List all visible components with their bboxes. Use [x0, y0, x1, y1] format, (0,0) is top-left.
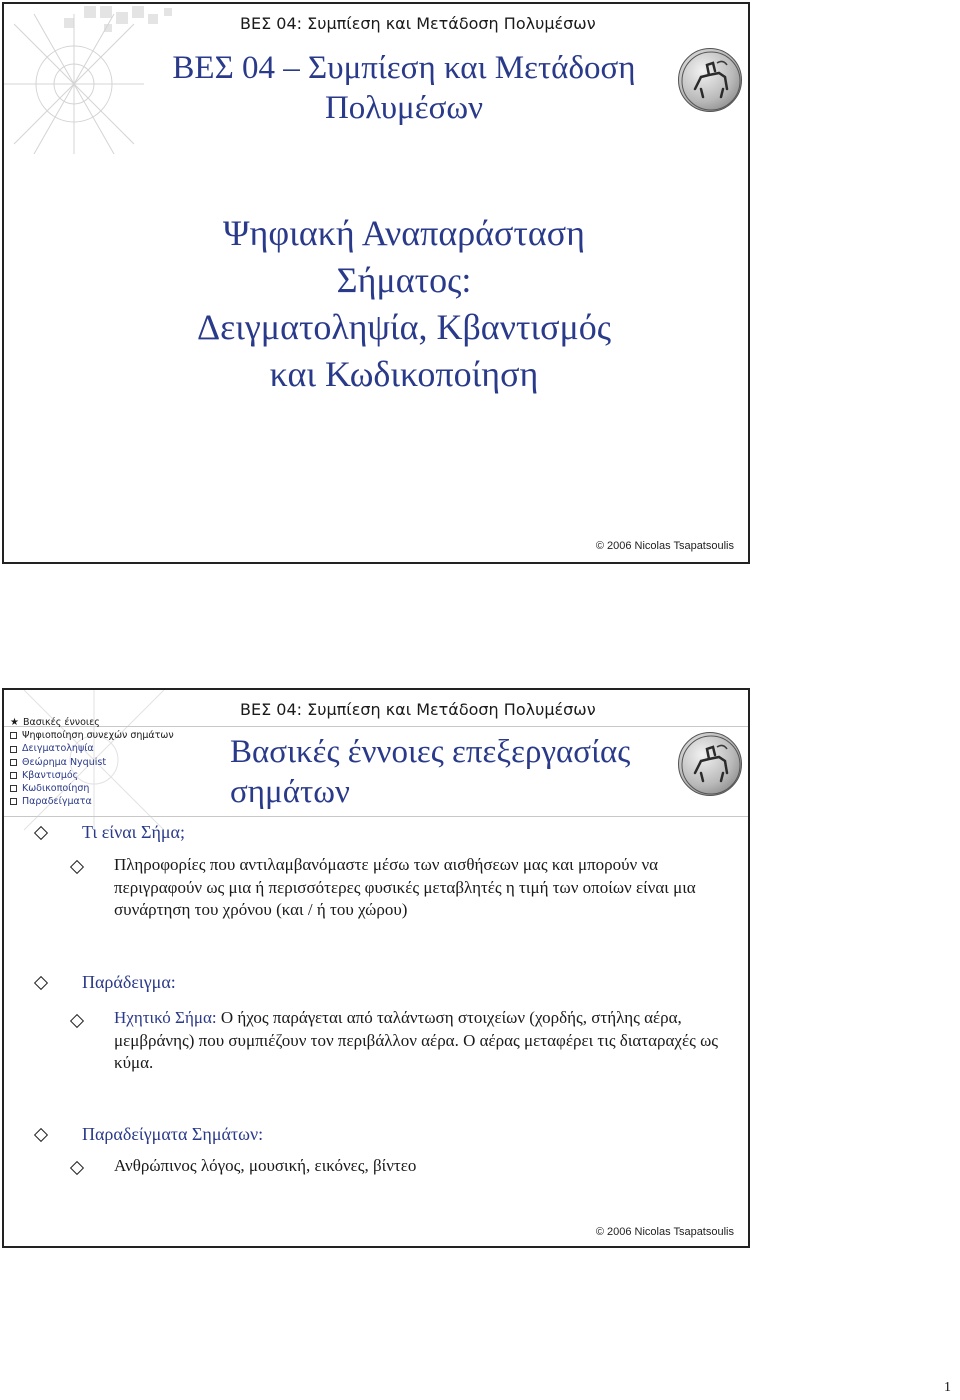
- slide-header: ΒΕΣ 04: Συμπίεση και Μετάδοση Πολυμέσων: [240, 14, 596, 33]
- star-icon: ★: [10, 716, 19, 728]
- copyright: © 2006 Nicolas Tsapatsoulis: [595, 540, 734, 552]
- example-term: Ηχητικό Σήμα:: [114, 1008, 217, 1027]
- checkbox-icon: [10, 772, 17, 779]
- nav-item-label: Κβαντισμός: [22, 769, 79, 781]
- subtitle-line: Δειγματοληψία, Κβαντισμός: [196, 307, 612, 347]
- example-text: Ο ήχος παράγεται από ταλάντωση στοιχείων (χορδής, στήλης αέρα, μεμβράνης) που συμπιέζουν τον περιβάλλον αέρα. Ο αέρας μεταφέρει τις διαταραχές ως κύμα.: [114, 1008, 719, 1072]
- copyright: © 2006 Nicolas Tsapatsoulis: [595, 1226, 734, 1238]
- diamond-bullet-icon: [70, 1161, 84, 1175]
- slide-1: [2, 2, 750, 564]
- title-divider: [4, 816, 748, 817]
- nav-item-label: Θεώρημα Nyquist: [22, 756, 107, 768]
- example-body: [114, 1007, 724, 1075]
- nav-item-coding[interactable]: [10, 782, 230, 795]
- nav-item-label: Βασικές έννοιες: [23, 717, 100, 728]
- presentation-subtitle: [114, 210, 694, 398]
- nav-item-digitization[interactable]: [10, 729, 230, 742]
- examples-list: Ανθρώπινος λόγος, μουσική, εικόνες, βίντεο: [114, 1156, 417, 1175]
- topic-navigation: [10, 716, 230, 808]
- diamond-bullet-icon: [34, 976, 48, 990]
- slide-2: [2, 688, 750, 1248]
- nav-item-label: Παραδείγματα: [22, 796, 92, 808]
- checkbox-icon: [10, 746, 17, 753]
- nav-item-label: Δειγματοληψία: [22, 743, 94, 755]
- nav-item-examples[interactable]: [10, 795, 230, 808]
- question-heading: Τι είναι Σήμα;: [82, 822, 185, 842]
- examples-heading: Παραδείγματα Σημάτων:: [82, 1124, 264, 1144]
- diamond-bullet-icon: [70, 1014, 84, 1028]
- nav-item-basic-concepts[interactable]: [10, 716, 230, 729]
- nav-item-nyquist[interactable]: [10, 756, 230, 769]
- checkbox-icon: [10, 785, 17, 792]
- coin-logo-icon: [678, 732, 742, 796]
- checkbox-icon: [10, 732, 17, 739]
- presentation-title: ΒΕΣ 04 – Συμπίεση και Μετάδοση Πολυμέσων: [172, 50, 636, 126]
- nav-item-label: Κωδικοποίηση: [22, 783, 90, 795]
- example-heading: Παράδειγμα:: [82, 972, 176, 992]
- definition-text: Πληροφορίες που αντιλαμβανόμαστε μέσω των αισθήσεων μας και μπορούν να περιγραφούν ως μια ή περισσότερες φυσικές μεταβλητές η τιμή των οποίων είναι μια συνάρτηση του χρόνου (και / ή του χώρου): [114, 855, 696, 919]
- nav-item-sampling[interactable]: [10, 742, 230, 755]
- coin-logo-icon: [678, 48, 742, 112]
- checkbox-icon: [10, 759, 17, 766]
- slide-header: ΒΕΣ 04: Συμπίεση και Μετάδοση Πολυμέσων: [240, 700, 596, 719]
- subtitle-line: Ψηφιακή Αναπαράσταση: [223, 213, 585, 253]
- subtitle-line: και Κωδικοποίηση: [269, 354, 539, 394]
- nav-item-label: Ψηφιοποίηση συνεχών σημάτων: [22, 730, 174, 742]
- subtitle-line: Σήματος:: [336, 260, 472, 300]
- diamond-bullet-icon: [70, 860, 84, 874]
- page-number: 1: [944, 1380, 951, 1395]
- nav-item-quantization[interactable]: [10, 769, 230, 782]
- diamond-bullet-icon: [34, 1128, 48, 1142]
- checkbox-icon: [10, 798, 17, 805]
- slide-title: Βασικές έννοιες επεξεργασίας σημάτων: [230, 734, 631, 810]
